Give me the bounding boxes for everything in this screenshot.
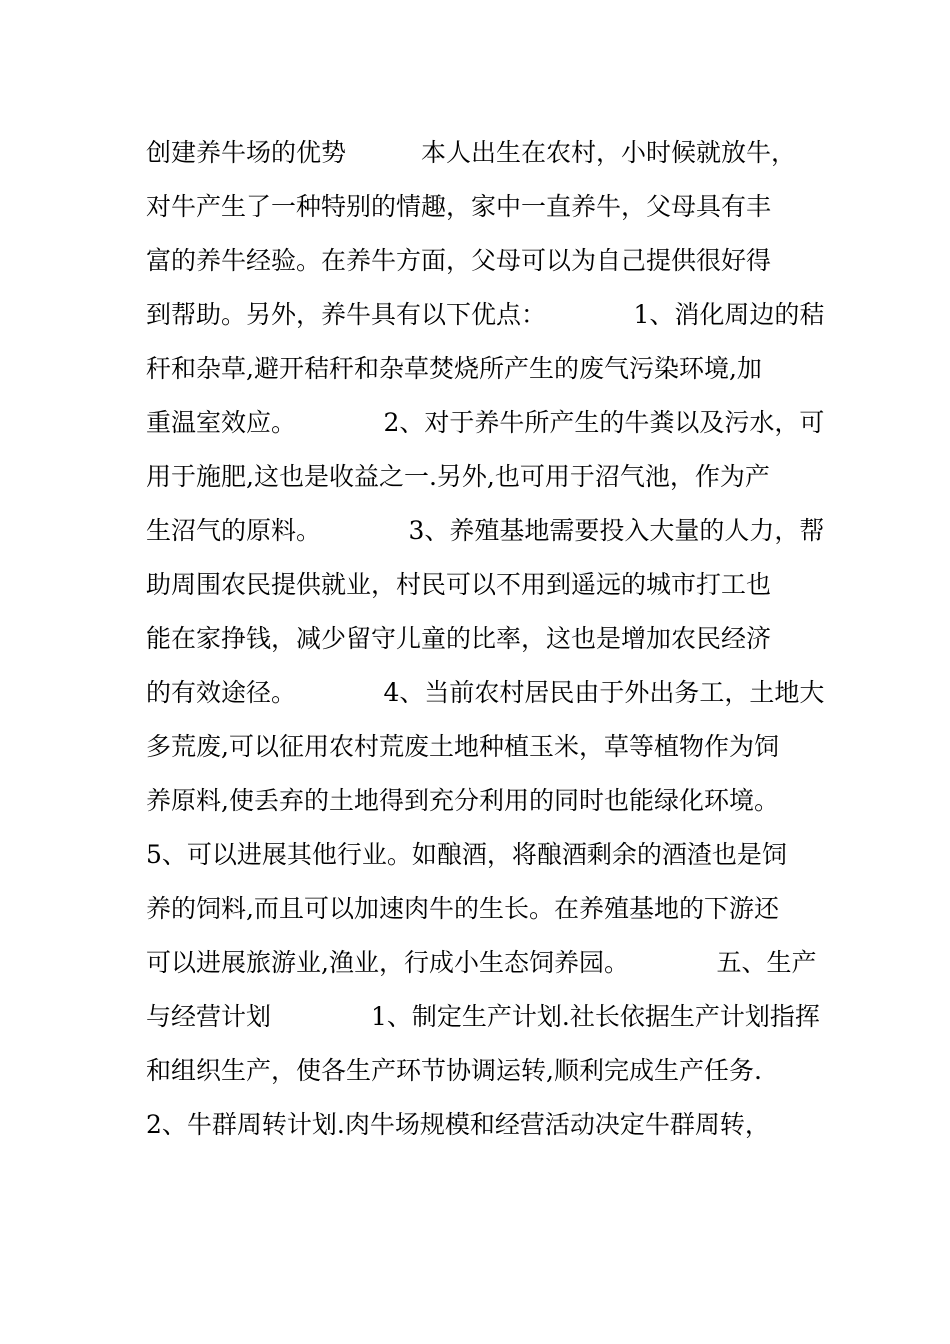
- body-text: [146, 126, 826, 1152]
- text-line: 可以进展旅游业,渔业，行成小生态饲养园。 五、生产: [146, 948, 817, 977]
- text-line: 2、牛群周转计划.肉牛场规模和经营活动决定牛群周转，: [146, 1110, 770, 1139]
- text-line: 与经营计划 1、制定生产计划.社长依据生产计划指挥: [146, 1002, 820, 1031]
- text-line: 用于施肥,这也是收益之一.另外,也可用于沼气池，作为产: [146, 462, 770, 491]
- text-line: 5、可以进展其他行业。如酿酒，将酿酒剩余的酒渣也是饲: [146, 840, 787, 869]
- text-line: 富的养牛经验。在养牛方面，父母可以为自己提供很好得: [146, 246, 772, 275]
- text-line: 的有效途径。 4、当前农村居民由于外出务工，土地大: [146, 678, 825, 707]
- text-line: 创建养牛场的优势 本人出生在农村，小时候就放牛，: [146, 138, 797, 167]
- text-line: 和组织生产，使各生产环节协调运转,顺利完成生产任务.: [146, 1056, 762, 1085]
- text-line: 能在家挣钱，减少留守儿童的比率，这也是增加农民经济: [146, 624, 772, 653]
- text-line: 秆和杂草,避开秸秆和杂草焚烧所产生的废气污染环境,加: [146, 354, 762, 383]
- text-line: 多荒废,可以征用农村荒废土地种植玉米，草等植物作为饲: [146, 732, 779, 761]
- text-line: 生沼气的原料。 3、养殖基地需要投入大量的人力，帮: [146, 516, 825, 545]
- text-line: 重温室效应。 2、对于养牛所产生的牛粪以及污水，可: [146, 408, 825, 437]
- text-line: 养的饲料,而且可以加速肉牛的生长。在养殖基地的下游还: [146, 894, 779, 923]
- text-line: 对牛产生了一种特别的情趣，家中一直养牛，父母具有丰: [146, 192, 772, 221]
- text-line: 养原料,使丢弃的土地得到充分利用的同时也能绿化环境。: [146, 786, 779, 815]
- text-line: 到帮助。另外，养牛具有以下优点： 1、消化周边的秸: [146, 300, 825, 329]
- text-line: 助周围农民提供就业，村民可以不用到遥远的城市打工也: [146, 570, 772, 599]
